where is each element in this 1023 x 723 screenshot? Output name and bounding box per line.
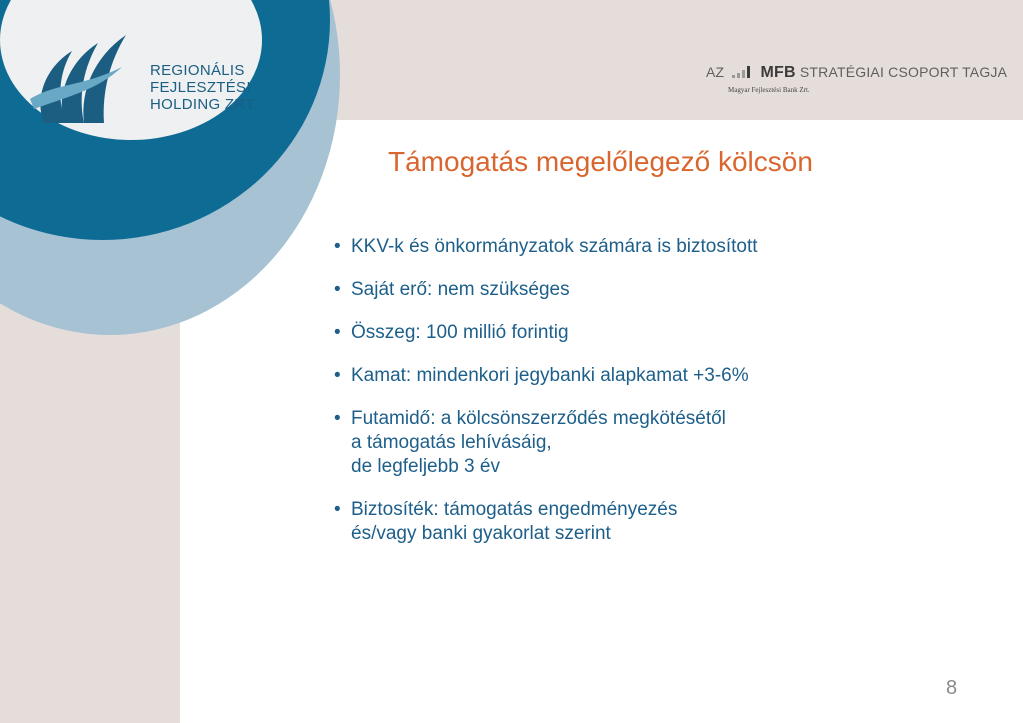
bullet-marker: • [334,408,341,429]
slide-title: Támogatás megelőlegező kölcsön [388,146,813,177]
bullet-item [334,364,954,388]
logo-line: FEJLESZTÉSI [150,79,251,96]
mfb-subline: Magyar Fejlesztési Bank Zrt. [728,86,810,94]
bullet-item [334,278,954,302]
mfb-prefix: AZ [706,64,725,80]
bullet-item [334,498,954,546]
bullet-item [334,321,954,345]
bar-chart-icon [732,64,754,78]
bullet-line: KKV-k és önkormányzatok számára is biztosított [351,236,758,257]
bullet-marker: • [334,279,341,300]
bullet-line: Futamidő: a kölcsönszerződés megkötésétől [351,408,726,429]
bullet-line: Biztosíték: támogatás engedményezés [351,499,678,520]
waves-logo-icon [26,27,138,129]
logo-wordmark [150,62,258,113]
page-number: 8 [946,677,958,699]
bullet-line: de legfeljebb 3 év [351,456,500,477]
bullet-marker: • [334,322,341,343]
bullet-item [334,407,954,479]
bullet-list [334,235,954,565]
bullet-item [334,235,954,259]
bullet-marker: • [334,365,341,386]
mfb-suffix: STRATÉGIAI CSOPORT TAGJA [799,64,1008,80]
logo-line: REGIONÁLIS [150,62,245,79]
mfb-partner-mark [706,64,1011,100]
bullet-marker: • [334,236,341,257]
bullet-line: Kamat: mindenkori jegybanki alapkamat +3-6% [351,365,749,386]
mfb-brand: MFB [760,64,796,81]
logo-line: HOLDING ZRT. [150,96,258,113]
bullet-line: a támogatás lehívásáig, [351,432,552,453]
bullet-line: Saját erő: nem szükséges [351,279,570,300]
bullet-marker: • [334,499,341,520]
bullet-line: és/vagy banki gyakorlat szerint [351,523,611,544]
bullet-line: Összeg: 100 millió forintig [351,322,569,343]
